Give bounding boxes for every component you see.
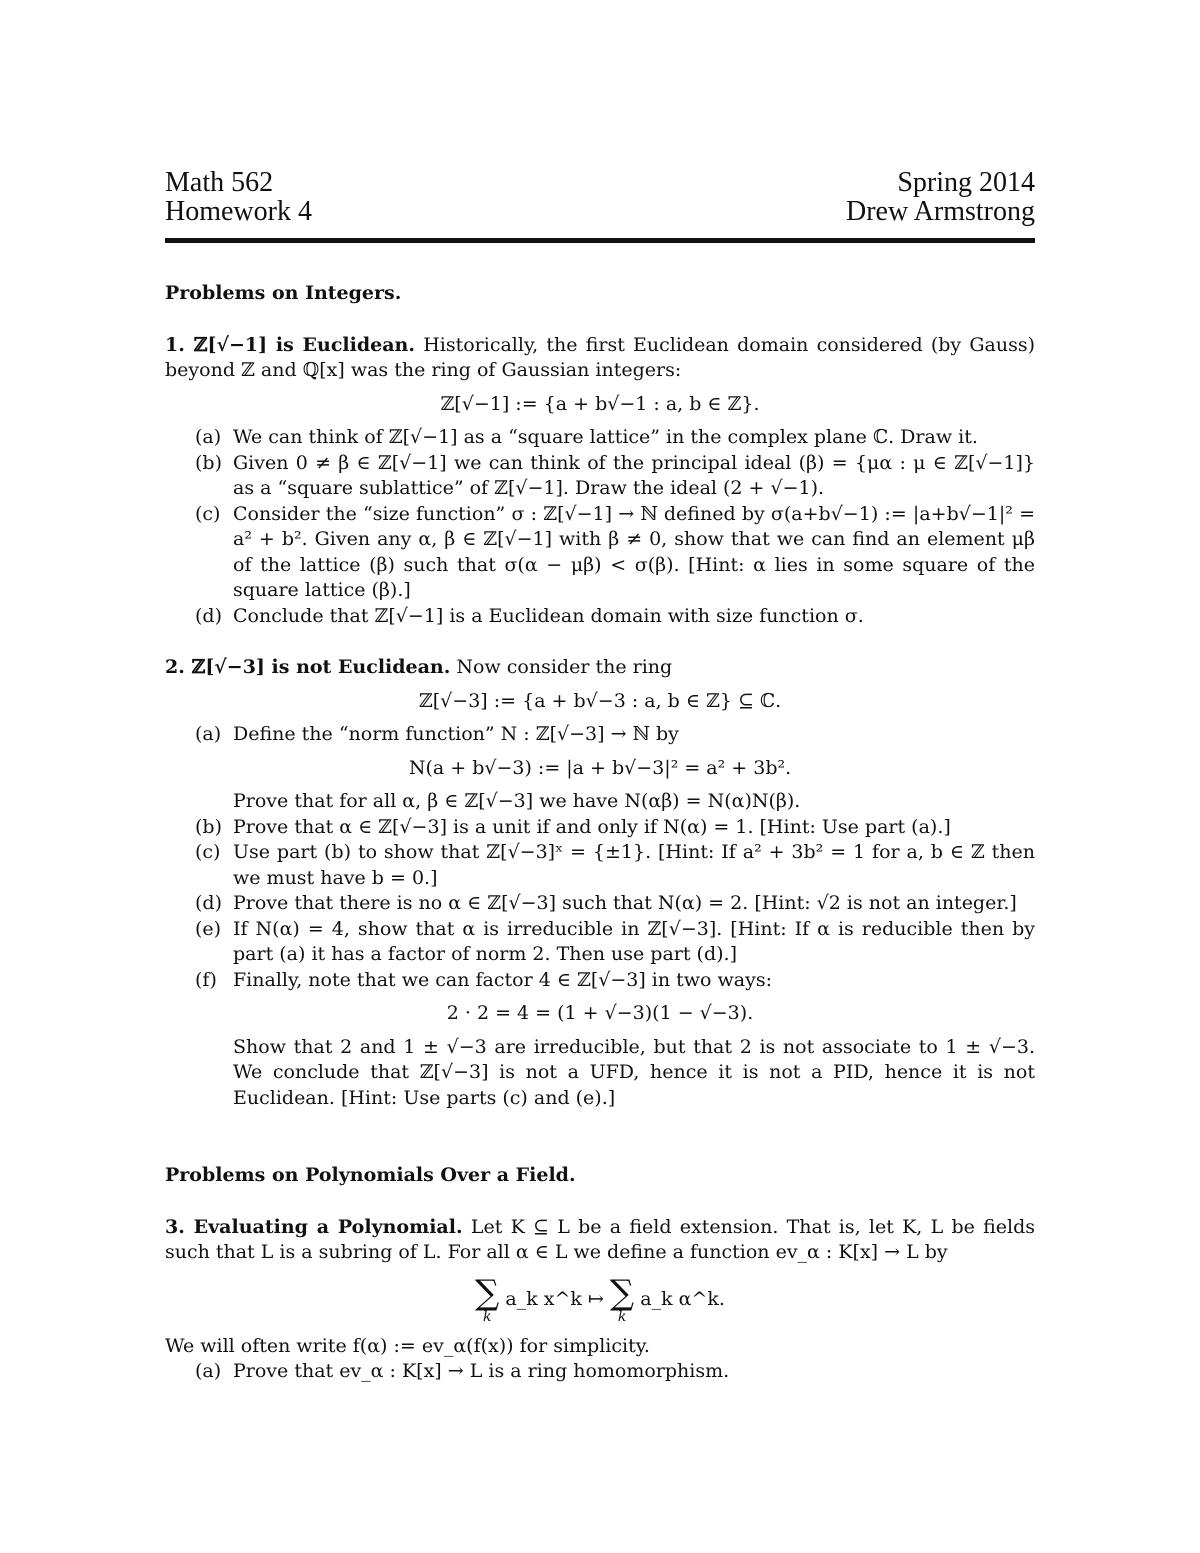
list-item: (a) Prove that ev_α : K[x] → L is a ring homomorphism. [195,1360,730,1382]
homework-page [165,168,1035,1385]
list-item: (b) Prove that α ∈ ℤ[√−3] is a unit if and only if N(α) = 1. [Hint: Use part (a).] [195,815,951,838]
section-title-polynomials: Problems on Polynomials Over a Field. [165,1164,576,1186]
problem-3-intro: Let K ⊆ L be a field extension. That is, let K, L be fields such that L is a subring of L. For all α ∈ L we define a function ev_α : K[x] → L by [165,1215,1036,1263]
header-rule [165,238,1035,243]
list-item: (c) Use part (b) to show that ℤ[√−3]ˣ = {±1}. [Hint: If a² + 3b² = 1 for a, b ∈ ℤ then we must have b = 0.] [195,841,1035,889]
list-item: (d) Prove that there is no α ∈ ℤ[√−3] such that N(α) = 2. [Hint: √2 is not an integer.] [195,892,1017,914]
list-item: (e) If N(α) = 4, show that α is irreducible in ℤ[√−3]. [Hint: If α is reducible then by part (a) it has a factor of norm 2. Then use part (d).] [195,917,1035,965]
list-item: (a) We can think of ℤ[√−1] as a “square lattice” in the complex plane ℂ. Draw it. [195,426,978,448]
part-f-continuation: Show that 2 and 1 ± √−3 are irreducible, but that 2 is not associate to 1 ± √−3. We conclude that ℤ[√−3] is not a UFD, hence it is not a PID, hence it is not Euclidean. [Hint: Use parts (c) and (e).] [233,1035,1035,1109]
problem-2 [165,655,1035,1111]
document-header [165,168,1035,226]
problem-1-heading: 1. ℤ[√−1] is Euclidean. [165,333,415,356]
problem-3-parts [165,1359,1035,1385]
evaluation-map-display: ∑ k a_k x^k ↦ ∑ k a_k α^k. [475,1272,725,1325]
problem-1 [165,333,1035,630]
assignment-title: Homework 4 [165,196,312,227]
problem-2-parts-cont [165,815,1035,994]
problem-2-parts [165,722,1035,748]
norm-display: N(a + b√−3) := |a + b√−3|² = a² + 3b². [408,756,792,779]
list-item: (d) Conclude that ℤ[√−1] is a Euclidean domain with size function σ. [195,604,864,627]
problem-1-intro: Historically, the first Euclidean domain considered (by Gauss) beyond ℤ and ℚ[x] was the ring of Gaussian integers: [165,333,1035,381]
problem-2-intro: Now consider the ring [456,656,673,678]
problem-1-display: ℤ[√−1] := {a + b√−1 : a, b ∈ ℤ}. [440,392,760,415]
list-item: (a) Define the “norm function” N : ℤ[√−3] → ℕ by [195,723,679,745]
problem-2-heading: 2. ℤ[√−3] is not Euclidean. [165,656,451,678]
author-name: Drew Armstrong [846,196,1035,227]
problem-1-parts [165,425,1035,629]
section-title-integers: Problems on Integers. [165,282,402,304]
list-item: (b) Given 0 ≠ β ∈ ℤ[√−1] we can think of the principal ideal (β) = {μα : μ ∈ ℤ[√−1]} as a “square sublattice” of ℤ[√−1]. Draw the ideal (2 + √−1). [195,451,1035,499]
problem-3 [165,1215,1035,1385]
list-item: (c) Consider the “size function” σ : ℤ[√−1] → ℕ defined by σ(a+b√−1) := |a+b√−1|² = a² + b². Given any α, β ∈ ℤ[√−1] with β ≠ 0, show that we can find an element μβ of the lattice (β) such that σ(α − μβ) < σ(β). [Hint: α lies in some square of the square lattice (β).] [195,502,1035,601]
list-item: (f) Finally, note that we can factor 4 ∈ ℤ[√−3] in two ways: [195,968,773,991]
problem-3-notation: We will often write f(α) := ev_α(f(x)) for simplicity. [165,1334,650,1357]
problem-3-heading: 3. Evaluating a Polynomial. [165,1215,463,1238]
term-label: Spring 2014 [897,167,1035,198]
problem-2-display: ℤ[√−3] := {a + b√−3 : a, b ∈ ℤ} ⊆ ℂ. [418,689,782,712]
factorization-display: 2 · 2 = 4 = (1 + √−3)(1 − √−3). [446,1002,754,1024]
part-a-continuation: Prove that for all α, β ∈ ℤ[√−3] we have N(αβ) = N(α)N(β). [233,790,801,812]
course-title: Math 562 [165,167,274,198]
